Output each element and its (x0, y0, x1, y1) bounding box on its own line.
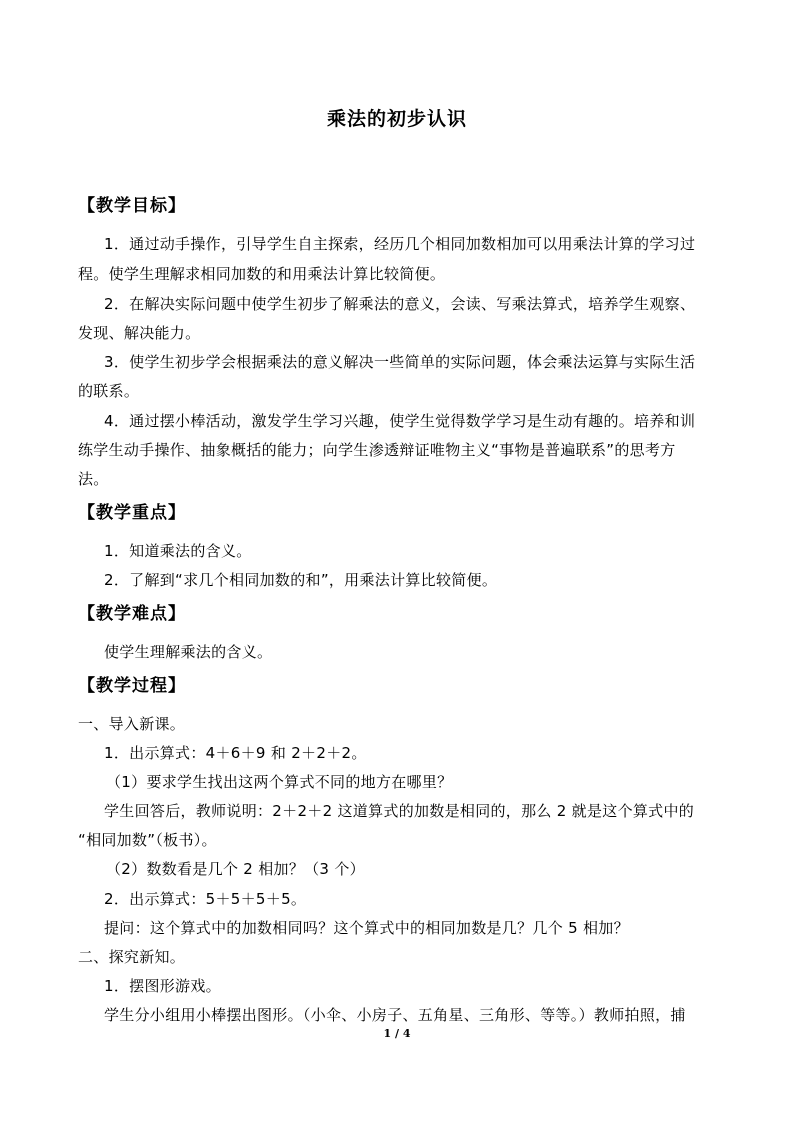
objective-line: 的联系。 (78, 382, 140, 400)
objective-line: 练学生动手操作、抽象概括的能力；向学生渗透辩证唯物主义“事物是普遍联系”的思考方 (78, 441, 676, 459)
objective-line: 发现、解决能力。 (78, 324, 201, 342)
process-line: 提问：这个算式中的加数相同吗？这个算式中的相同加数是几？几个 5 相加？ (104, 919, 629, 937)
heading-key-points: 【教学重点】 (78, 503, 186, 523)
process-line: 二、探究新知。 (78, 948, 186, 966)
process-line: 学生回答后，教师说明：2＋2＋2 这道算式的加数是相同的，那么 2 就是这个算式中的 (104, 802, 695, 820)
process-line: “相同加数”（板书）。 (78, 831, 217, 849)
objective-line: 程。使学生理解求相同加数的和用乘法计算比较简便。 (78, 265, 446, 283)
objective-line: 2．在解决实际问题中使学生初步了解乘法的意义，会读、写乘法算式，培养学生观察、 (104, 295, 696, 313)
heading-objectives: 【教学目标】 (78, 196, 186, 216)
objective-line: 1．通过动手操作，引导学生自主探索，经历几个相同加数相加可以用乘法计算的学习过 (104, 235, 696, 253)
process-line: （2）数数看是几个 2 相加？（3 个） (106, 860, 365, 878)
process-line: 一、导入新课。 (78, 715, 186, 733)
key-point-line: 2．了解到“求几个相同加数的和”，用乘法计算比较简便。 (104, 571, 498, 589)
process-line: 1．摆图形游戏。 (104, 977, 221, 995)
difficulty-line: 使学生理解乘法的含义。 (104, 643, 273, 661)
objective-line: 3．使学生初步学会根据乘法的意义解决一些简单的实际问题，体会乘法运算与实际生活 (104, 353, 696, 371)
key-point-line: 1．知道乘法的含义。 (104, 542, 252, 560)
heading-difficulties: 【教学难点】 (78, 604, 186, 624)
process-line: 学生分小组用小棒摆出图形。（小伞、小房子、五角星、三角形、等等。）教师拍照，捕 (104, 1006, 686, 1024)
process-line: 1．出示算式：4＋6＋9 和 2＋2＋2。 (104, 744, 367, 762)
process-line: （1）要求学生找出这两个算式不同的地方在哪里？ (106, 773, 453, 791)
process-line: 2．出示算式：5＋5＋5＋5。 (104, 890, 307, 908)
page-number: 1 / 4 (383, 1027, 411, 1040)
document-title: 乘法的初步认识 (326, 108, 467, 130)
objective-line: 4．通过摆小棒活动，激发学生学习兴趣，使学生觉得数学学习是生动有趣的。培养和训 (104, 412, 696, 430)
heading-process: 【教学过程】 (78, 676, 186, 696)
objective-line: 法。 (78, 470, 109, 488)
